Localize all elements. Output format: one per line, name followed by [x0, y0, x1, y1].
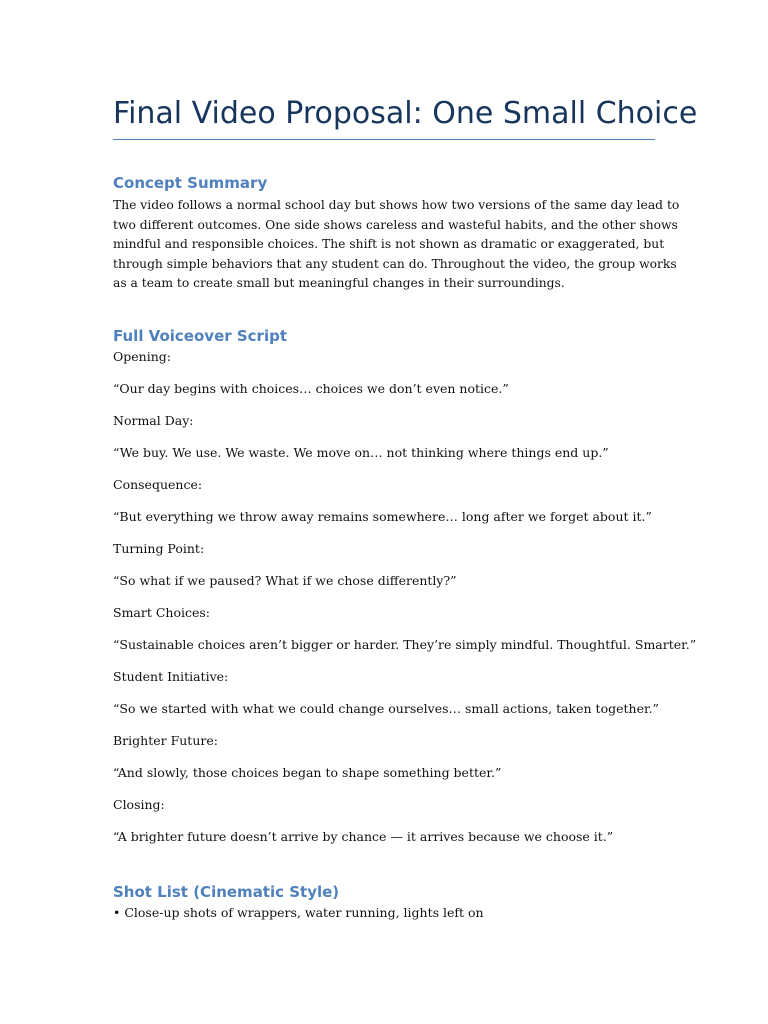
voiceover-label-student-initiative: Student Initiative:: [113, 669, 229, 684]
concept-summary-heading: Concept Summary: [113, 174, 268, 192]
voiceover-label-brighter-future: Brighter Future:: [113, 733, 218, 748]
voiceover-label-turning-point: Turning Point:: [113, 541, 205, 556]
voiceover-label-consequence: Consequence:: [113, 477, 203, 492]
summary-line: mindful and responsible choices. The shift is not shown as dramatic or exaggerated, but: [113, 237, 665, 251]
voiceover-quote-consequence: “But everything we throw away remains somewhere… long after we forget about it.”: [113, 509, 652, 524]
voiceover-quote-turning-point: “So what if we paused? What if we chose differently?”: [113, 573, 457, 588]
voiceover-label-smart-choices: Smart Choices:: [113, 605, 211, 620]
summary-line: through simple behaviors that any student can do. Throughout the video, the group works: [113, 256, 677, 271]
document-title: Final Video Proposal: One Small Choice: [113, 96, 698, 131]
summary-line: two different outcomes. One side shows careless and wasteful habits, and the other shows: [113, 217, 678, 232]
voiceover-label-opening: Opening:: [113, 349, 171, 364]
shot-list-heading: Shot List (Cinematic Style): [113, 883, 340, 901]
shot-list-item: • Close-up shots of wrappers, water running, lights left on: [113, 905, 484, 920]
voiceover-quote-smart-choices: “Sustainable choices aren’t bigger or harder. They’re simply mindful. Thoughtful. Smarter.”: [113, 637, 697, 652]
concept-summary-paragraph: [113, 196, 680, 294]
voiceover-quote-student-initiative: “So we started with what we could change ourselves… small actions, taken together.”: [113, 701, 659, 716]
voiceover-quote-normal-day: “We buy. We use. We waste. We move on… not thinking where things end up.”: [113, 445, 609, 460]
voiceover-label-closing: Closing:: [113, 797, 165, 812]
voiceover-quote-opening: “Our day begins with choices… choices we don’t even notice.”: [113, 381, 509, 396]
summary-line: The video follows a normal school day but shows how two versions of the same day lead to: [113, 198, 680, 212]
voiceover-quote-closing: “A brighter future doesn’t arrive by chance — it arrives because we choose it.”: [113, 829, 614, 844]
voiceover-heading: Full Voiceover Script: [113, 327, 288, 345]
voiceover-label-normal-day: Normal Day:: [113, 413, 194, 428]
summary-line: as a team to create small but meaningful changes in their surroundings.: [113, 276, 565, 290]
voiceover-quote-brighter-future: “And slowly, those choices began to shape something better.”: [113, 765, 502, 780]
title-underline: [113, 139, 655, 140]
